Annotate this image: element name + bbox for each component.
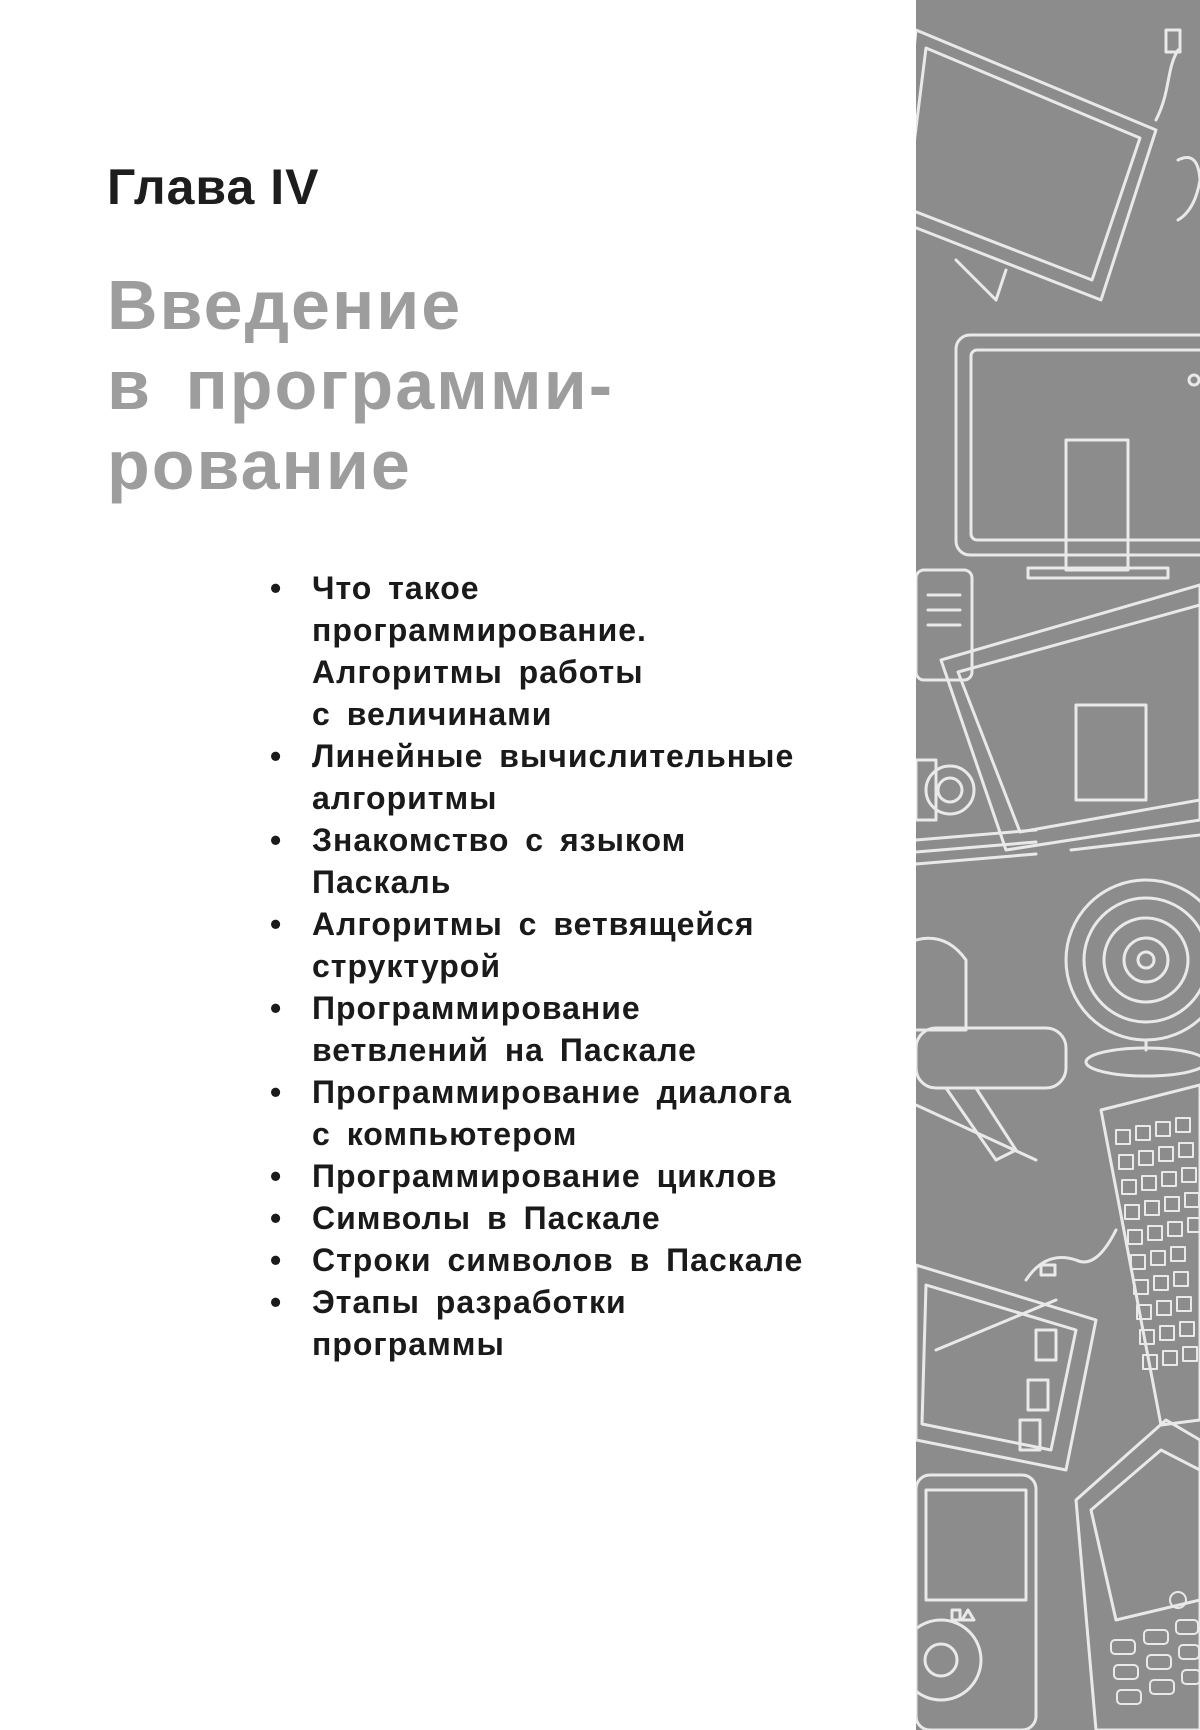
topic-line: Символы в Паскале: [312, 1200, 661, 1236]
topic-item: [270, 1281, 870, 1365]
chapter-title-line: рование: [107, 426, 412, 504]
printer-icon: [916, 938, 1066, 1160]
topic-line: Строки символов в Паскале: [312, 1242, 804, 1278]
mp3-player-icon: [916, 1475, 1036, 1730]
topic-item: [270, 735, 870, 819]
topic-item: [270, 1071, 870, 1155]
topic-line: Этапы разработки: [312, 1284, 627, 1320]
chapter-title-line: в программи-: [107, 346, 615, 424]
bullet-icon: •: [270, 822, 283, 858]
chapter-title-line: Введение: [107, 266, 463, 344]
topic-item: [270, 567, 870, 735]
decorative-sidebar: [916, 0, 1200, 1730]
topic-line: Алгоритмы с ветвящейся: [312, 906, 755, 942]
topic-line: Программирование: [312, 990, 641, 1026]
topic-item: [270, 987, 870, 1071]
chapter-title: [107, 265, 614, 505]
topic-item: [270, 819, 870, 903]
topic-item: [270, 903, 870, 987]
bullet-icon: •: [270, 1074, 283, 1110]
bullet-icon: •: [270, 1200, 283, 1236]
topic-line: с компьютером: [312, 1116, 578, 1152]
chapter-label: Глава IV: [107, 159, 320, 215]
topic-line: Что такое: [312, 570, 480, 606]
bullet-icon: •: [270, 990, 283, 1026]
bullet-icon: •: [270, 1158, 283, 1194]
tablet-pc-icon: [916, 570, 1200, 864]
topic-line: Программирование циклов: [312, 1158, 778, 1194]
topic-line: алгоритмы: [312, 780, 498, 816]
topic-line: структурой: [312, 948, 502, 984]
topic-line: программирование.: [312, 612, 647, 648]
topic-line: ветвлений на Паскале: [312, 1032, 697, 1068]
topic-line: Паскаль: [312, 864, 452, 900]
monitor-icon: [956, 335, 1200, 578]
bullet-icon: •: [270, 738, 283, 774]
bullet-icon: •: [270, 1242, 283, 1278]
graphics-tablet-icon: [916, 1265, 1096, 1470]
bullet-icon: •: [270, 570, 283, 606]
keyboard-icon: [1026, 1085, 1200, 1425]
bullet-icon: •: [270, 1284, 283, 1320]
topic-list: [270, 567, 870, 1365]
topic-line: Программирование диалога: [312, 1074, 792, 1110]
topic-line: Линейные вычислительные: [312, 738, 795, 774]
topic-line: программы: [312, 1326, 505, 1362]
mobile-phone-icon: [1076, 1420, 1200, 1730]
topic-item: [270, 1239, 870, 1281]
bullet-icon: •: [270, 906, 283, 942]
topic-line: Знакомство с языком: [312, 822, 687, 858]
topic-item: [270, 1155, 870, 1197]
topic-line: Алгоритмы работы: [312, 654, 644, 690]
topic-line: с величинами: [312, 696, 553, 732]
topic-item: [270, 1197, 870, 1239]
webcam-icon: [1066, 880, 1200, 1076]
tablet-icon: [916, 30, 1200, 300]
